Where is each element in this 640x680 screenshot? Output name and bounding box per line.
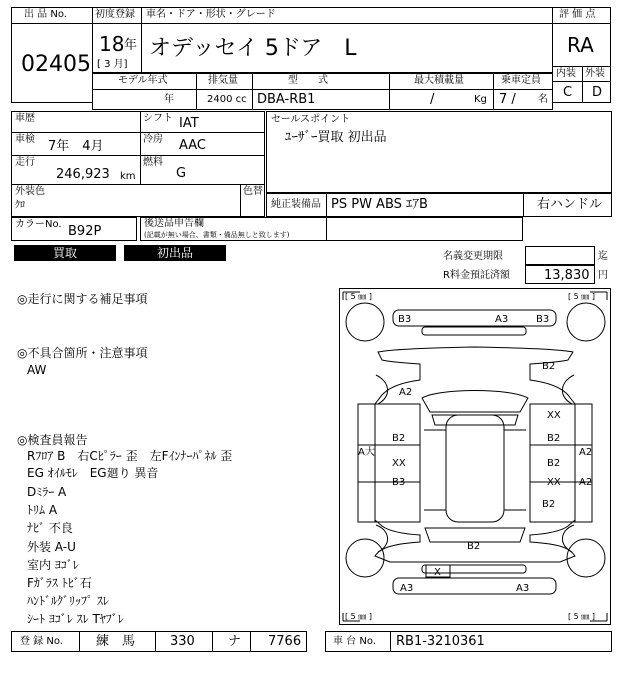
reg-kana: ナ <box>228 634 242 649</box>
model-code-value: DBA-RB1 <box>257 92 316 107</box>
lot-number: 02405 <box>21 52 91 77</box>
reg-label: 登 録 No. <box>20 636 63 647</box>
aircon-label: 冷房 <box>143 134 163 145</box>
mark-right-4: B2 <box>547 458 561 469</box>
model-year-unit: 年 <box>164 94 174 105</box>
model-year-label: モデル年式 <box>118 75 168 86</box>
rear-bumper <box>393 578 556 594</box>
name-change-field <box>525 246 595 265</box>
equipment-items: PS PW ABS ｴｱB <box>331 197 428 212</box>
mark-right-front-door: B2 <box>542 361 556 372</box>
first-reg-label: 初度登録 <box>95 9 135 20</box>
inspector-line: Dﾐﾗｰ A <box>27 485 67 499</box>
max-load-label: 最大積載量 <box>414 75 464 86</box>
mark-left-fender: A2 <box>399 387 413 398</box>
shift-label: シフト <box>143 113 173 124</box>
interior-label: 内装 <box>556 68 576 79</box>
mark-right-7: A2 <box>579 477 593 488</box>
chassis-label: 車 台 No. <box>333 636 376 647</box>
inspector-line: ｼｰﾄ ﾖｺﾞﾚ ｽﾚ Tﾔﾌﾞﾚ <box>27 612 124 626</box>
mileage-unit: km <box>120 171 136 182</box>
max-load-value: / <box>430 92 435 107</box>
sales-point-label: セールスポイント <box>271 114 351 125</box>
car-name-label: 車名・ドア・形状・グレード <box>146 9 276 20</box>
model-code-label: 型 式 <box>288 75 328 86</box>
capacity-value: 7 / <box>499 92 516 107</box>
displacement-label: 排気量 <box>208 75 238 86</box>
inspection-value: 7年 4月 <box>48 139 104 154</box>
mark-left-1: B2 <box>392 433 406 444</box>
name-change-unit: 迄 <box>598 251 608 262</box>
mark-rear-right: A3 <box>516 583 530 594</box>
inspector-line: 室内 ﾖｺﾞﾚ <box>27 558 79 572</box>
fuel-label: 燃料 <box>143 157 163 168</box>
recycle-unit: 円 <box>598 270 608 281</box>
mark-rear-center: B2 <box>467 541 481 552</box>
ext-color-box <box>11 184 265 217</box>
inspection-label: 車検 <box>15 134 35 145</box>
tire-fr-label: [ 5 ㎜ ] <box>568 292 595 301</box>
mark-right-5: XX <box>547 477 561 488</box>
first-reg-month: [ 3 月] <box>97 59 128 70</box>
chassis-number: RB1-3210361 <box>396 634 485 649</box>
mark-right-2: B2 <box>547 433 561 444</box>
buy-badge: 買取 <box>14 245 116 261</box>
mark-left-quarter: A大 <box>358 447 375 458</box>
inspector-line: EG ｵｲﾙﾓﾚ EG廻り 異音 <box>27 466 159 480</box>
inspector-line: Fｶﾞﾗｽ ﾄﾋﾞ石 <box>27 576 92 590</box>
driving-notes-title: ◎走行に関する補足事項 <box>17 292 148 306</box>
steering-value: 右ハンドル <box>537 197 603 212</box>
shift-value: IAT <box>179 116 199 131</box>
tire-rl-label: [ 5 ㎜ ] <box>345 612 372 621</box>
mark-left-2: XX <box>392 458 406 469</box>
color-no-label: カラーNo. <box>15 219 62 230</box>
displacement-value: 2400 cc <box>207 94 247 105</box>
first-reg-year: 18 <box>99 32 125 56</box>
tire-fr <box>567 303 605 341</box>
recycle-value: 13,830 <box>544 268 590 283</box>
reg-class: 330 <box>170 634 195 649</box>
exterior-label: 外装 <box>585 68 605 79</box>
equipment-label: 純正装備品 <box>271 199 321 210</box>
defects-text: AW <box>27 363 47 377</box>
tire-rr-label: [ 5 ㎜ ] <box>568 612 595 621</box>
tire-rl <box>346 539 384 577</box>
reg-area: 練 馬 <box>96 634 136 649</box>
inspector-line: Rﾌﾛｱ B 右Cﾋﾟﾗｰ 歪 左Fｲﾝﾅｰﾊﾟﾈﾙ 歪 <box>27 449 233 463</box>
docs-label: 後送品申告欄 <box>144 218 204 229</box>
year-unit: 年 <box>124 38 138 53</box>
score-value: RA <box>567 33 594 57</box>
inspector-title: ◎検査員報告 <box>17 433 88 447</box>
color-change-label: 色替 <box>243 186 263 197</box>
name-change-label: 名義変更期限 <box>443 251 503 262</box>
ext-color-label: 外装色 <box>15 186 45 197</box>
history-label: 車歴 <box>15 113 35 124</box>
lot-label: 出 品 No. <box>24 9 67 20</box>
inspector-line: 外装 A-U <box>27 540 76 554</box>
mark-left-3: B3 <box>392 477 406 488</box>
mark-front-right: B3 <box>536 314 550 325</box>
max-load-unit: Kg <box>474 94 487 105</box>
mark-right-3: A2 <box>579 447 593 458</box>
mark-rear-left: A3 <box>400 583 414 594</box>
score-label: 評 価 点 <box>559 9 596 20</box>
car-damage-diagram <box>339 288 611 625</box>
mileage-label: 走行 <box>15 157 35 168</box>
tire-fl-label: [ 5 ㎜ ] <box>345 292 372 301</box>
tire-rr <box>567 539 605 577</box>
capacity-unit: 名 <box>538 94 548 105</box>
fuel-value: G <box>176 166 187 181</box>
inspector-line: ﾊﾝﾄﾞﾙｸﾞﾘｯﾌﾟ ｽﾚ <box>27 594 109 608</box>
first-listing-badge: 初出品 <box>124 245 226 261</box>
car-name: オデッセイ 5ドア L <box>149 36 357 61</box>
roof <box>446 415 504 522</box>
mileage-value: 246,923 <box>56 167 110 182</box>
sales-point-text: ﾕｰｻﾞｰ買取 初出品 <box>285 130 387 145</box>
front-bumper <box>393 310 556 326</box>
mark-right-1: XX <box>547 410 561 421</box>
reg-number: 7766 <box>268 634 302 649</box>
docs-note: (記載が無い場合、書類・備品無しと致します) <box>144 231 290 239</box>
capacity-label: 乗車定員 <box>501 75 541 86</box>
aircon-value: AAC <box>179 138 206 153</box>
exterior-grade: D <box>592 85 603 100</box>
inspector-line: ﾅﾋﾞ 不良 <box>27 521 73 535</box>
ext-color-value: ｸﾛ <box>15 200 25 211</box>
interior-grade: C <box>563 85 573 100</box>
defects-title: ◎不具合箇所・注意事項 <box>17 346 148 360</box>
mark-front-left: B3 <box>398 314 412 325</box>
mark-front-center: A3 <box>495 314 509 325</box>
recycle-label: R料金預託済額 <box>443 270 510 281</box>
color-no-value: B92P <box>68 224 102 239</box>
inspector-line: ﾄﾘﾑ A <box>27 503 58 517</box>
mark-right-6: B2 <box>542 499 556 510</box>
tire-fl <box>346 303 384 341</box>
mark-rear-bumper-x: X <box>434 567 441 578</box>
